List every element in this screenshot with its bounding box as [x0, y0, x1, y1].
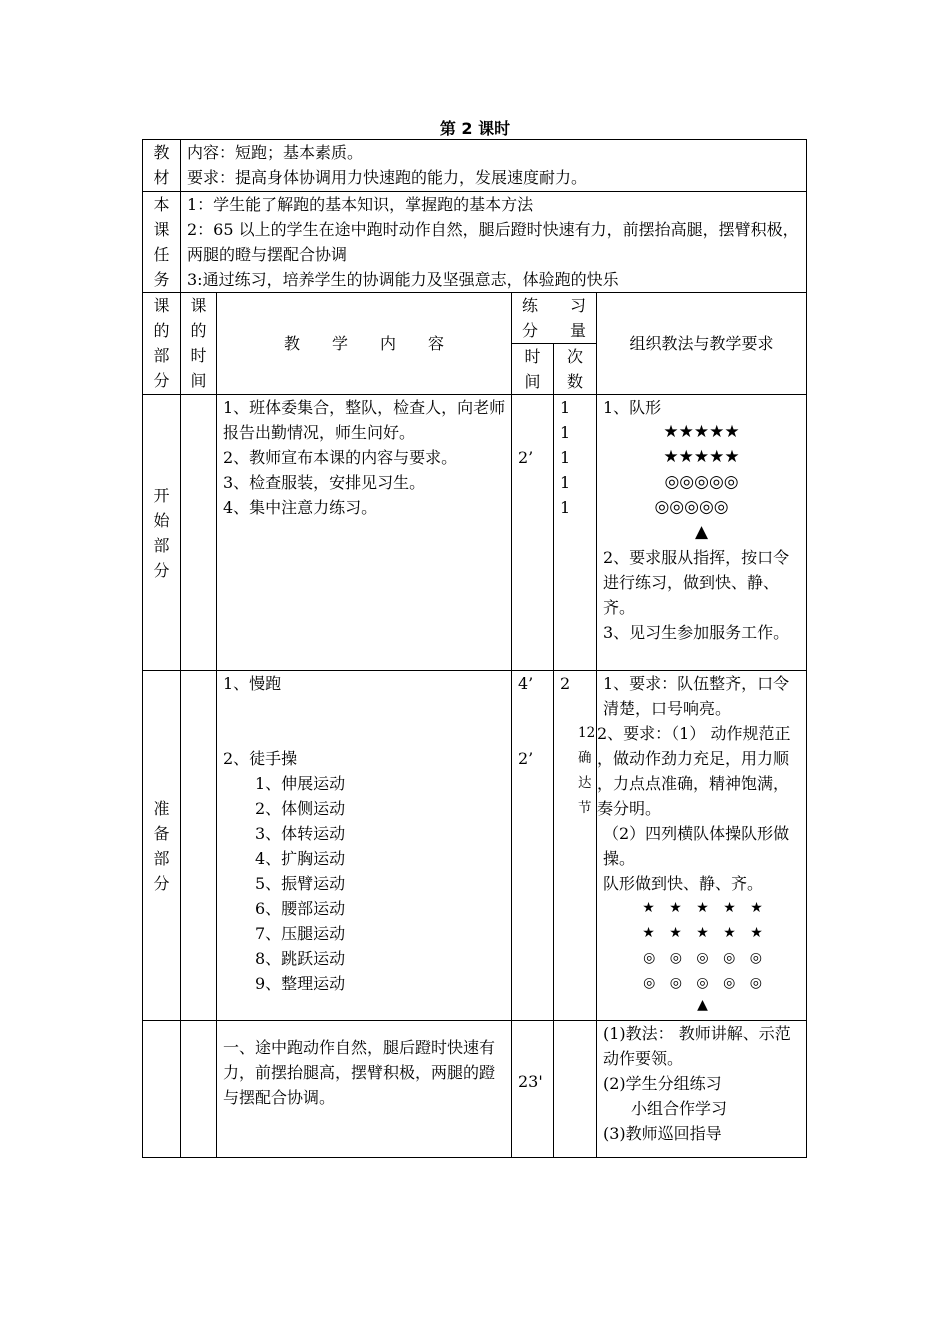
tasks-label — [143, 192, 181, 293]
header-practice-time — [512, 344, 554, 395]
practice-time-value: 2’ — [518, 749, 534, 768]
prep-part-practice-count — [554, 671, 597, 1021]
requirement-item: （2）四列横队体操队形做操。 — [603, 824, 790, 868]
start-part-practice-count — [554, 395, 597, 671]
practice-label: 练 习 — [521, 296, 586, 315]
count-value: 1 — [560, 423, 571, 442]
practice-time-value: 23' — [518, 1072, 543, 1091]
label-char: 次 — [566, 347, 583, 366]
start-part-time — [181, 395, 217, 671]
label-char: 的 — [190, 321, 207, 340]
label-char: 部 — [153, 535, 170, 555]
formation-row: ★★★★★ — [663, 447, 740, 467]
main-part-practice-time — [512, 1021, 554, 1158]
page-title: 第 2 课时 — [439, 119, 511, 138]
header-method: 组织教法与教学要求 — [597, 293, 807, 395]
overflow-char: 确 — [578, 750, 592, 766]
requirement-line: ，力点点准确，精神饱满， — [597, 774, 790, 793]
label-char: 材 — [153, 168, 170, 187]
requirement-line: 2、要求：（1） 动作规范正 — [597, 724, 791, 743]
start-part-content — [217, 395, 512, 671]
label-char: 间 — [524, 372, 541, 391]
label-char: 务 — [153, 270, 170, 289]
formation-row: ★ ★ ★ ★ ★ — [642, 900, 763, 916]
label-char: 数 — [566, 372, 583, 391]
main-part-content — [217, 1021, 512, 1158]
method-line: (3)教师巡回指导 — [603, 1124, 722, 1143]
material-requirement: 要求：提高身体协调用力快速跑的能力，发展速度耐力。 — [187, 168, 588, 187]
prep-part-row — [143, 671, 807, 1021]
main-part-label — [143, 1021, 181, 1158]
overflow-fragment — [578, 721, 595, 821]
header-time — [181, 293, 217, 395]
label-char: 部 — [153, 848, 170, 868]
task-item: 1：学生能了解跑的基本知识，掌握跑的基本方法 — [187, 195, 534, 214]
exercise-item: 6、腰部运动 — [255, 899, 346, 918]
task-item: 2：65 以上的学生在途中跑时动作自然，腿后蹬时快速有力，前摆抬高腿，摆臂积极，两腿的瞪与摆配合协调 — [187, 220, 799, 264]
header-content: 教 学 内 容 — [217, 293, 512, 395]
formation-row: ◎ ◎ ◎ ◎ ◎ — [643, 950, 762, 966]
label-char: 任 — [153, 245, 170, 264]
main-part-time — [181, 1021, 217, 1158]
method-line: 小组合作学习 — [631, 1099, 728, 1118]
label-char: 分 — [153, 560, 170, 580]
list-item: 3、检查服装，安排见习生。 — [223, 473, 426, 492]
requirement-line: ，做动作劲力充足，用力顺 — [597, 749, 790, 768]
exercise-item: 1、伸展运动 — [255, 774, 346, 793]
exercise-item: 4、扩胸运动 — [255, 849, 346, 868]
material-content: 内容：短跑；基本素质。 — [187, 143, 364, 162]
count-value: 1 — [560, 498, 571, 517]
method-line: (1)教法： 教师讲解、示范动作要领。 — [603, 1024, 791, 1068]
lesson-plan-table — [142, 139, 807, 1158]
label-char: 部 — [153, 346, 170, 365]
prep-part-label — [143, 671, 181, 1021]
list-item: 2、教师宣布本课的内容与要求。 — [223, 448, 458, 467]
main-part-row — [143, 1021, 807, 1158]
overflow-char: 达 — [578, 775, 592, 791]
label-char: 始 — [153, 510, 170, 530]
label-char: 时 — [190, 346, 207, 365]
formation-leader: ▲ — [697, 997, 708, 1013]
header-practice — [512, 293, 597, 344]
exercise-item: 5、振臂运动 — [255, 874, 346, 893]
label-char: 开 — [153, 485, 170, 505]
label-char: 分 — [153, 873, 170, 893]
formation-row: ◎◎◎◎◎ — [654, 497, 729, 517]
exercise-item: 8、跳跃运动 — [255, 949, 346, 968]
exercise-item: 7、压腿运动 — [255, 924, 346, 943]
material-row — [143, 140, 807, 192]
label-char: 时 — [524, 347, 541, 366]
start-part-label — [143, 395, 181, 671]
formation-row: ★★★★★ — [663, 422, 740, 442]
start-part-practice-time — [512, 395, 554, 671]
label-char: 教 — [153, 143, 170, 162]
practice-time-value: 2’ — [518, 448, 534, 467]
count-value: 1 — [560, 473, 571, 492]
start-part-row — [143, 395, 807, 671]
prep-part-method — [597, 671, 807, 1021]
count-value: 1 — [560, 398, 571, 417]
method-item: 3、见习生参加服务工作。 — [603, 623, 790, 642]
label-char: 的 — [153, 321, 170, 340]
exercise-item: 3、体转运动 — [255, 824, 346, 843]
label-char: 课 — [153, 296, 170, 315]
requirement-line: 奏分明。 — [597, 799, 662, 818]
header-row — [143, 293, 807, 344]
count-value: 2 — [560, 674, 571, 693]
header-practice-count — [554, 344, 597, 395]
overflow-char: 12 — [578, 725, 596, 741]
task-item: 3:通过练习，培养学生的协调能力及坚强意志，体验跑的快乐 — [187, 270, 619, 289]
tasks-row — [143, 192, 807, 293]
method-line: (2)学生分组练习 — [603, 1074, 722, 1093]
count-value: 1 — [560, 448, 571, 467]
overflow-char: 节 — [578, 800, 592, 816]
method-title: 1、队形 — [603, 398, 662, 417]
material-cell — [181, 140, 807, 192]
practice-time-value: 4’ — [518, 674, 534, 693]
requirement-item: 1、要求：队伍整齐，口令清楚，口号响亮。 — [603, 674, 790, 718]
exercise-item: 9、整理运动 — [255, 974, 346, 993]
amount-label: 分 量 — [521, 321, 586, 340]
list-item: 2、徒手操 — [223, 749, 298, 768]
main-part-method — [597, 1021, 807, 1158]
label-char: 课 — [153, 220, 170, 239]
formation-row: ◎ ◎ ◎ ◎ ◎ — [643, 975, 762, 991]
prep-part-time — [181, 671, 217, 1021]
label-char: 分 — [153, 371, 170, 390]
main-content-text: 一、途中跑动作自然，腿后蹬时快速有力，前摆抬腿高，摆臂积极，两腿的蹬与摆配合协调。 — [223, 1038, 496, 1107]
list-item: 1、慢跑 — [223, 674, 282, 693]
main-part-practice-count — [554, 1021, 597, 1158]
tasks-cell — [181, 192, 807, 293]
start-part-method — [597, 395, 807, 671]
list-item: 4、集中注意力练习。 — [223, 498, 378, 517]
method-item: 2、要求服从指挥，按口令进行练习，做到快、静、齐。 — [603, 548, 790, 617]
label-char: 备 — [153, 823, 170, 843]
prep-part-practice-time — [512, 671, 554, 1021]
label-char: 间 — [190, 371, 207, 390]
header-section — [143, 293, 181, 395]
material-label — [143, 140, 181, 192]
exercise-item: 2、体侧运动 — [255, 799, 346, 818]
list-item: 1、班体委集合，整队，检查人，向老师报告出勤情况，师生问好。 — [223, 398, 506, 442]
formation-row: ◎◎◎◎◎ — [664, 472, 739, 492]
requirement-item: 队形做到快、静、齐。 — [603, 874, 764, 893]
label-char: 课 — [190, 296, 207, 315]
formation-row: ★ ★ ★ ★ ★ — [642, 925, 763, 941]
label-char: 准 — [153, 798, 170, 818]
label-char: 本 — [153, 195, 170, 214]
formation-leader: ▲ — [694, 522, 709, 542]
prep-part-content — [217, 671, 512, 1021]
